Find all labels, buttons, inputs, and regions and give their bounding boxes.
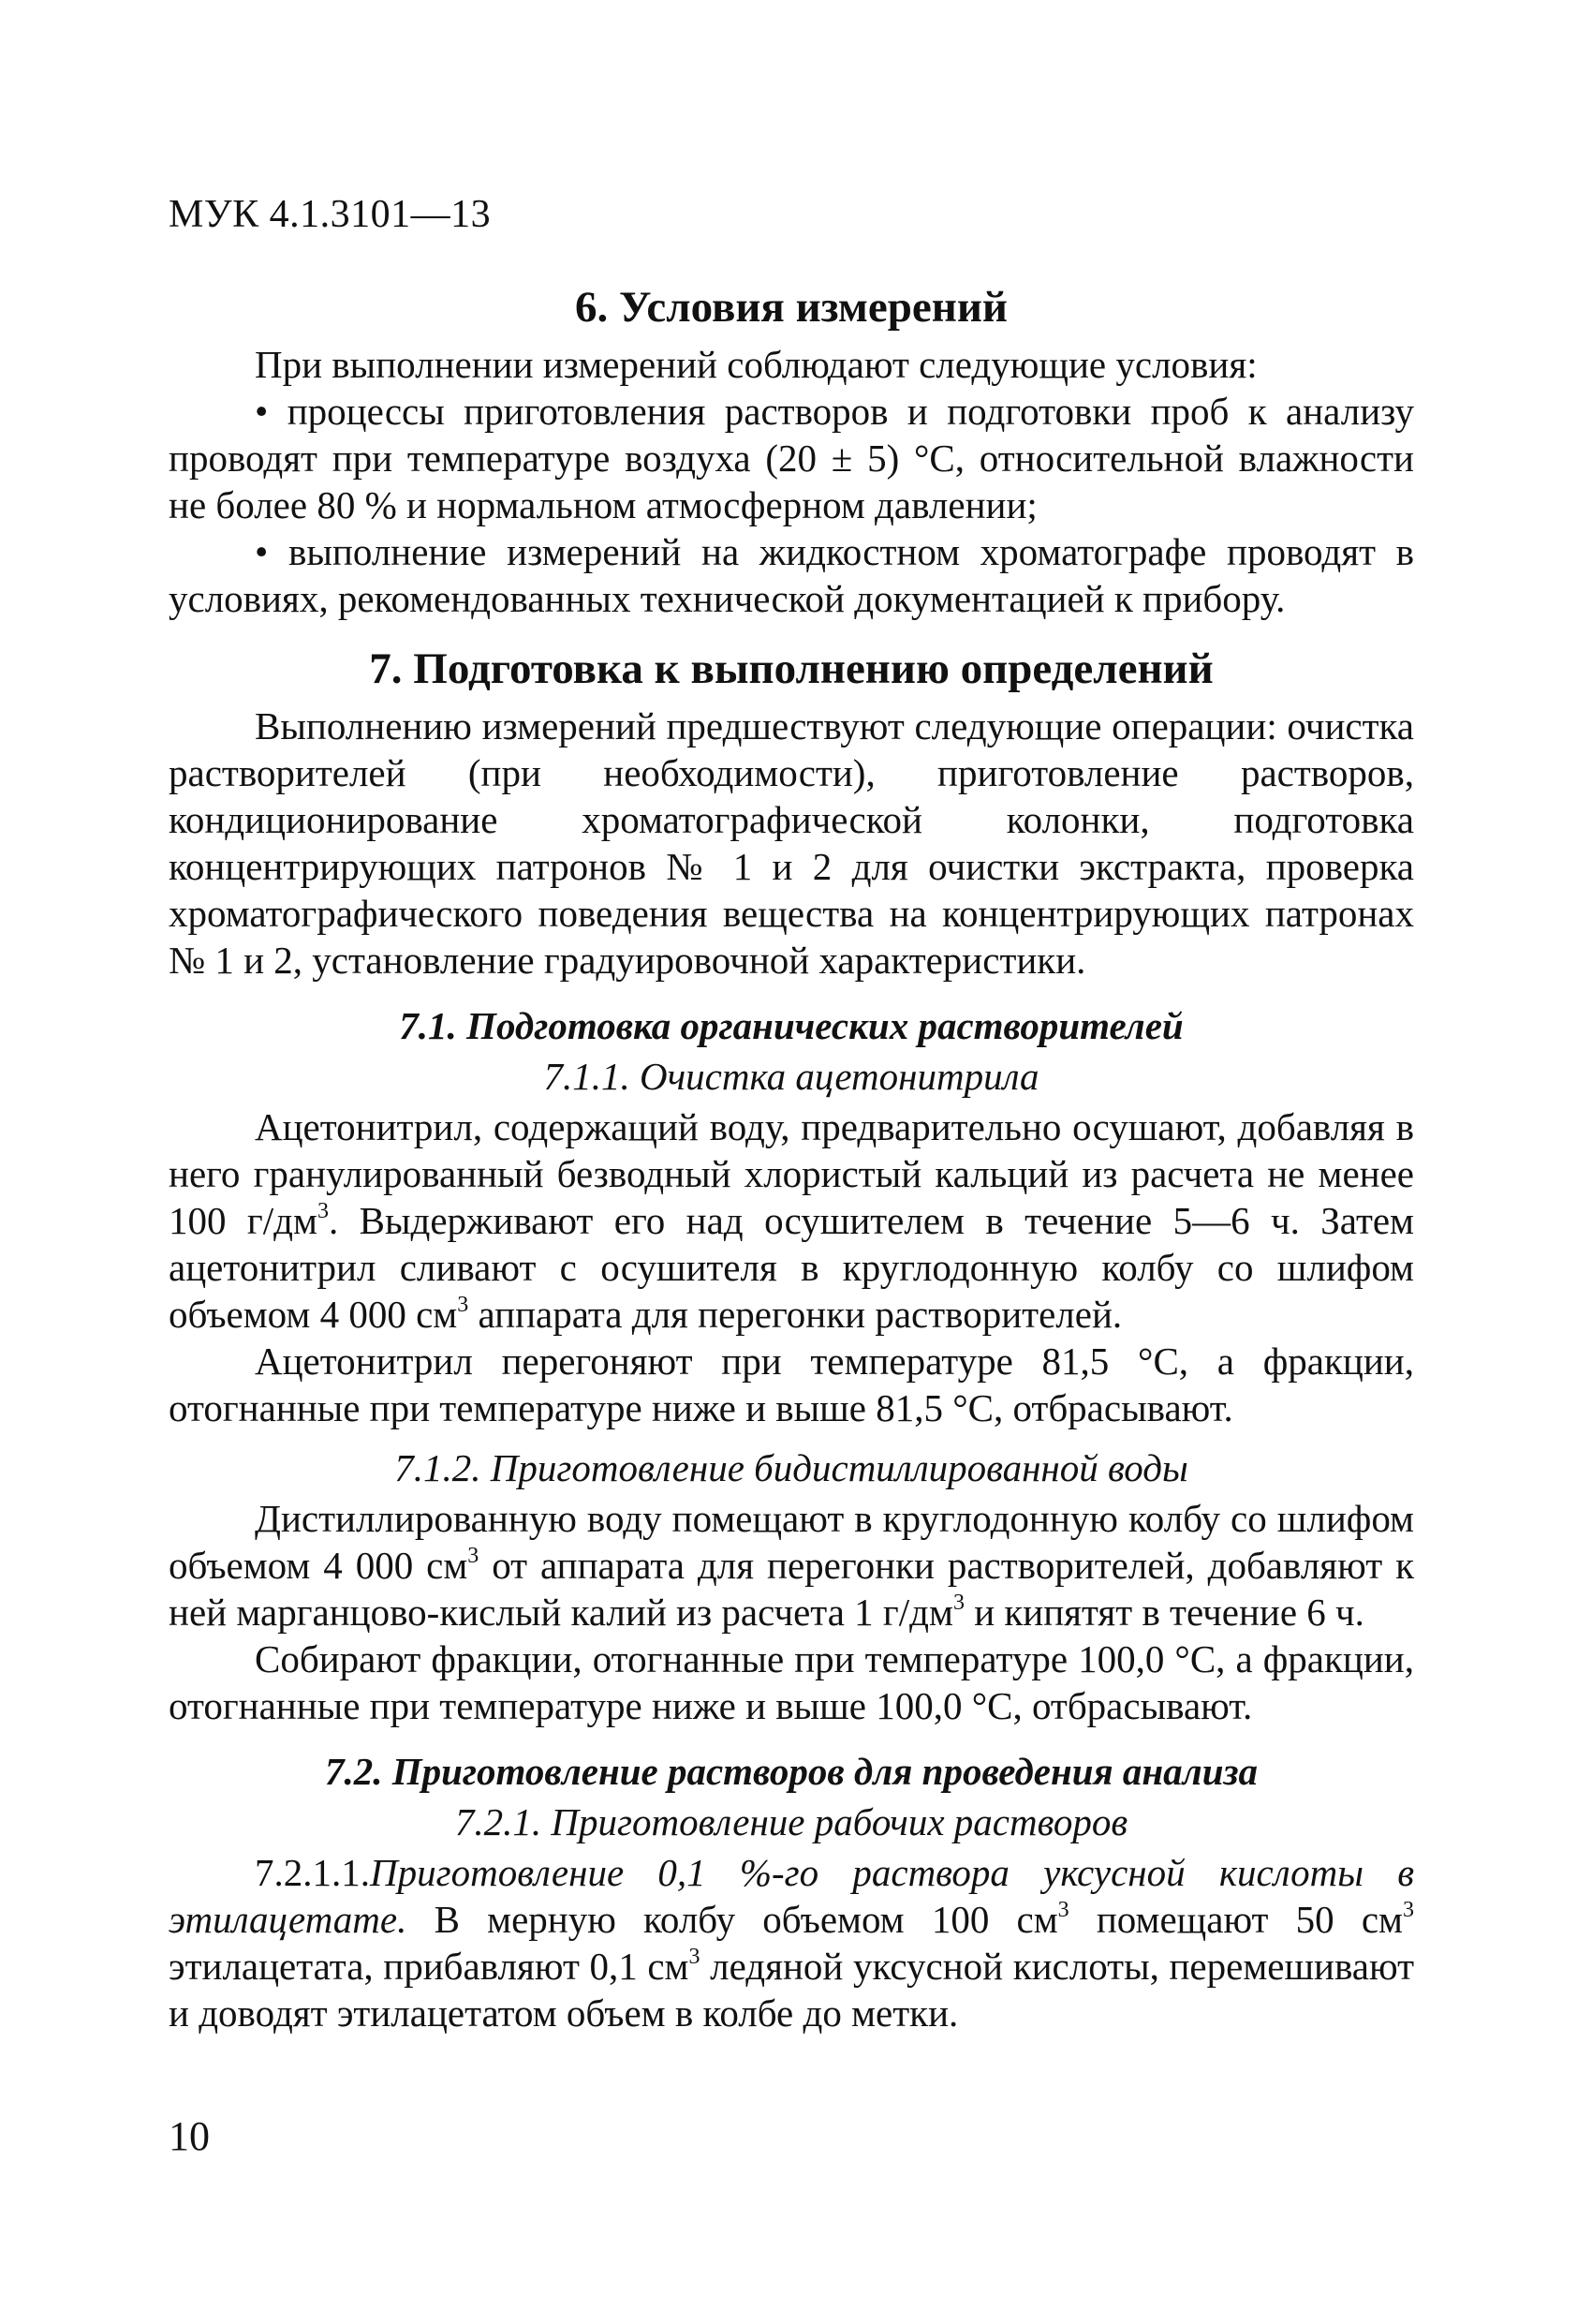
document-code: МУК 4.1.3101—13 [169,193,492,236]
section-7-1-1-paragraph-2: Ацетонитрил перегоняют при температуре 81,5 °С, а фракции, отогнанные при температуре ниже и выше 81,5 °С, отбрасывают. [169,1340,1414,1429]
section-6-bullet-1: • процессы приготовления растворов и подготовки проб к анализу проводят при температуре воздуха (20 ± 5) °С, относительной влажности не более 80 % и нормальном атмосферном давлении; [169,388,1414,528]
section-7-1-2-paragraph-2: Собирают фракции, отогнанные при температуре 100,0 °С, а фракции, отогнанные при температуре ниже и выше 100,0 °С, отбрасывают. [169,1637,1414,1727]
section-7-title: 7. Подготовка к выполнению определений [369,644,1214,693]
superscript: 3 [688,1945,700,1970]
section-6-title: 6. Условия измерений [574,283,1009,332]
section-7-2-1-title: 7.2.1. Приготовление рабочих растворов [454,1800,1128,1843]
superscript: 3 [1403,1898,1414,1923]
section-7-2-1-1-paragraph: 7.2.1.1.Приготовление 0,1 %-го раствора уксусной кислоты в этилацетате. В мерную колбу объемом 100 $см^3$ помещают 50 $см^3$ этилацетата, прибавляют 0,1 $см^3$ ледяной уксусной кислоты, перемешивают и доводят этилацетатом объем в колбе до метки. [169,1851,1415,2035]
superscript: 3 [457,1293,469,1318]
section-6-intro: При выполнении измерений соблюдают следующие условия: [255,343,1258,386]
section-7-1-2-title: 7.1.2. Приготовление бидистиллированной воды [394,1446,1188,1489]
section-7-1-1-paragraph-1: Ацетонитрил, содержащий воду, предварительно осушают, добавляя в него гранулированный безводный хлористый кальций из расчета не менее 100 $г/дм^3$. Выдерживают его над осушителем в течение 5—6 ч. Затем ацетонитрил сливают с осушителя в круглодонную колбу со шлифом объемом 4 000 $см^3$ аппарата для перегонки растворителей. [169,1105,1415,1336]
superscript: 3 [1057,1898,1069,1923]
page-number: 10 [169,2113,210,2159]
superscript: 3 [317,1199,329,1224]
section-7-1-1-title: 7.1.1. Очистка ацетонитрила [543,1055,1039,1098]
section-7-2-title: 7.2. Приготовление растворов для проведения анализа [324,1750,1259,1793]
superscript: 3 [467,1544,479,1569]
section-7-1-title: 7.1. Подготовка органических растворителей [399,1004,1184,1047]
section-7-1-2-paragraph-1: Дистиллированную воду помещают в круглодонную колбу со шлифом объемом 4 000 $см^3$ от аппарата для перегонки растворителей, добавляют к ней марганцово-кислый калий из расчета 1 $г/дм^3$ и кипятят в течение 6 ч. [169,1497,1414,1634]
superscript: 3 [952,1591,965,1616]
section-6-bullet-2: • выполнение измерений на жидкостном хроматографе проводят в условиях, рекомендованных технической документацией к прибору. [169,528,1414,622]
page-body [169,281,1414,2036]
section-7-intro: Выполнению измерений предшествуют следующие операции: очистка растворителей (при необходимости), приготовление растворов, кондиционирование хроматографической колонки, подготовка концентрирующих патронов № 1 и 2 для очистки экстракта, проверка хроматографического поведения вещества на концентрирующих патронах № 1 и 2, установление градуировочной характеристики. [169,704,1414,982]
